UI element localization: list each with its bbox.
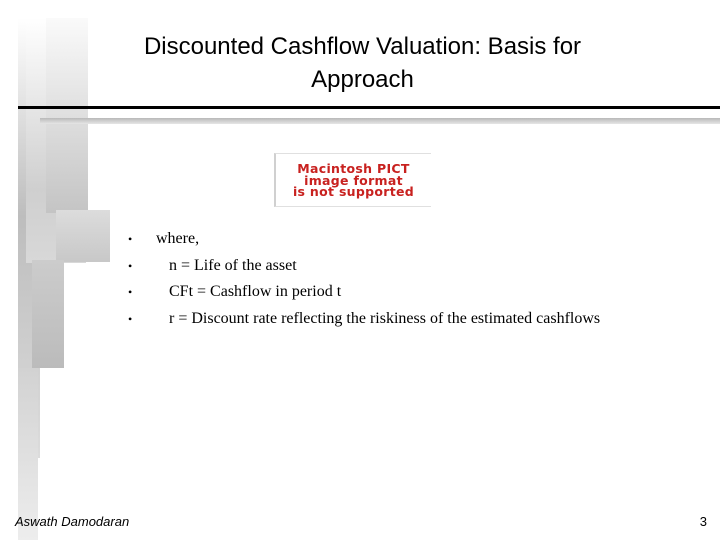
page-number: 3	[699, 514, 707, 529]
placeholder-line-2: image format	[304, 172, 403, 188]
slide-title-line-1: Discounted Cashflow Valuation: Basis for	[143, 33, 582, 60]
title-subrule	[40, 118, 720, 124]
placeholder-line-1: Macintosh PICT	[297, 161, 410, 176]
slide-title-line-2: Approach	[311, 66, 414, 93]
decor-bar-4	[56, 210, 110, 262]
slide-title	[90, 30, 635, 96]
unsupported-image-placeholder	[274, 153, 431, 207]
footer-author: Aswath Damodaran	[15, 514, 130, 529]
placeholder-line-3: is not supported	[292, 184, 415, 199]
bullet-mark: •	[128, 311, 133, 326]
bullet-text: n = Life of the asset	[169, 256, 297, 274]
title-rule	[18, 106, 720, 109]
bullet-mark: •	[128, 285, 133, 299]
bullet-mark: •	[128, 232, 133, 246]
decor-bar-5	[32, 260, 64, 368]
bullet-text: CFt = Cashflow in period t	[169, 283, 342, 300]
decor-bar-3	[46, 18, 88, 213]
bullet-text: r = Discount rate reflecting the riskiness of the estimated cashflows	[169, 309, 601, 327]
bullet-text: where,	[156, 230, 200, 247]
bullet-mark: •	[128, 258, 133, 273]
